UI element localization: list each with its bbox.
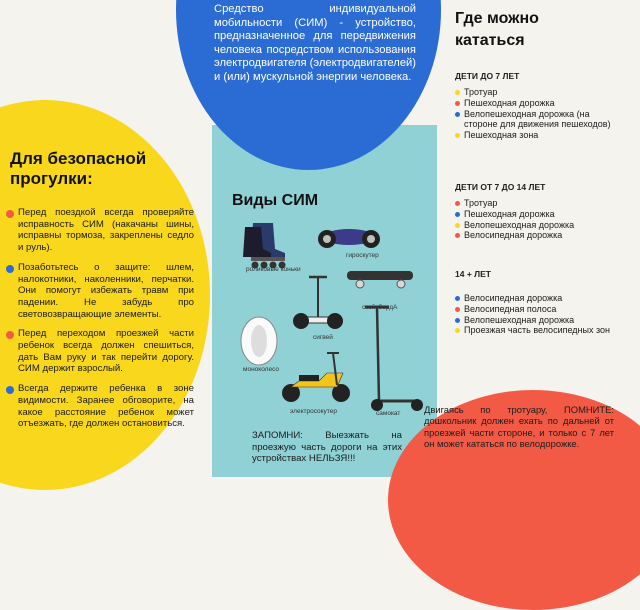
segway-icon [293,277,343,329]
bullet-icon [455,233,460,238]
bullet-icon [6,331,14,339]
bullet-icon [455,90,460,95]
age-heading: ДЕТИ ОТ 7 ДО 14 ЛЕТ [455,182,546,192]
allowed-place: Пешеходная дорожка [455,209,625,220]
monowheel-icon [241,317,277,365]
roller-skates-icon [243,223,286,269]
kick-scooter-icon [365,307,423,411]
label-kick-scooter: самокат [376,410,401,417]
where-group-7-14 [455,182,625,241]
bullet-icon [455,101,460,106]
electric-scooter-icon [282,353,350,402]
allowed-place: Пешеходная зона [455,130,625,141]
label-monowheel: моноколесо [243,366,280,373]
bullet-icon [455,201,460,206]
bullet-icon [455,212,460,217]
safety-tip: Позаботьтесь о защите: шлем, налокотники, наколенники, перчатки. Они помогут избежать травм при падении. Не забудь про световозвращающие элементы. [6,262,194,321]
allowed-place: Велопешеходная дорожка (на стороне для движения пешеходов) [455,109,625,131]
bullet-icon [455,296,460,301]
bullet-icon [6,386,14,394]
bullet-icon [455,307,460,312]
where-group-under-7 [455,71,625,141]
safety-title: Для безопасной прогулки: [10,149,147,188]
bullet-icon [455,223,460,228]
label-roller-skates: роликовые коньки [246,266,301,273]
allowed-place: Пешеходная дорожка [455,98,625,109]
where-title: Где можно кататься [455,10,539,49]
vehicle-illustrations [215,215,435,420]
bullet-icon [6,265,14,273]
allowed-place: Велосипедная дорожка [455,230,625,241]
bullet-icon [455,112,460,117]
where-group-14-plus [455,269,625,336]
age-heading: 14 + ЛЕТ [455,269,491,279]
allowed-place: Тротуар [455,198,625,209]
allowed-place: Проезжая часть велосипедных зон [455,325,625,336]
label-electric-scooter: электросокутер [290,408,337,415]
allowed-place: Велосипедная полоса [455,304,625,315]
remember-note: ЗАПОМНИ: Выезжать на проезжую часть дороги на этих устройствах НЕЛЬЗЯ!!! [252,430,402,464]
label-gyroscooter: гироскутер [346,252,379,259]
label-segway: сигвей [313,334,333,341]
safety-tip: Перед поездкой всегда проверяйте исправность СИМ (накачаны шины, исправны тормоза, закреплены седло и руль). [6,207,194,254]
bullet-icon [455,328,460,333]
allowed-place: Велопешеходная дорожка [455,220,625,231]
safety-tip: Перед переходом проезжей части ребенок всегда должен спешиться, дать Вам руку и так перейти дорогу. СИМ держит взрослый. [6,328,194,375]
safety-tip: Всегда держите ребенка в зоне видимости. Заранее обговорите, на какое расстояние ребенок может отъезжать, где должен остановиться. [6,383,194,430]
bullet-icon [455,133,460,138]
skateboard-icon [347,271,413,288]
definition-text: Средство индивидуальной мобильности (СИМ) - устройство, предназначенное для передвижения человека посредством использования электродвигателя (электродвигателей) и (или) мускульной энергии человека. [214,3,417,83]
sidewalk-note: Двигаясь по тротуару, ПОМНИТЕ: дошкольник должен ехать по дальней от проезжей части стороне, и только с 7 лет он может кататься по велодорожке. [424,404,614,450]
bullet-icon [6,210,14,218]
allowed-place: Велосипедная дорожка [455,293,625,304]
allowed-place: Велопешеходная дорожка [455,315,625,326]
label-skateboard: скейтбордА [362,304,398,311]
allowed-place: Тротуар [455,87,625,98]
gyroscooter-icon [318,229,380,248]
age-heading: ДЕТИ ДО 7 ЛЕТ [455,71,520,81]
bullet-icon [455,318,460,323]
safety-tips-list [6,207,194,438]
types-title: Виды СИМ [232,192,319,209]
